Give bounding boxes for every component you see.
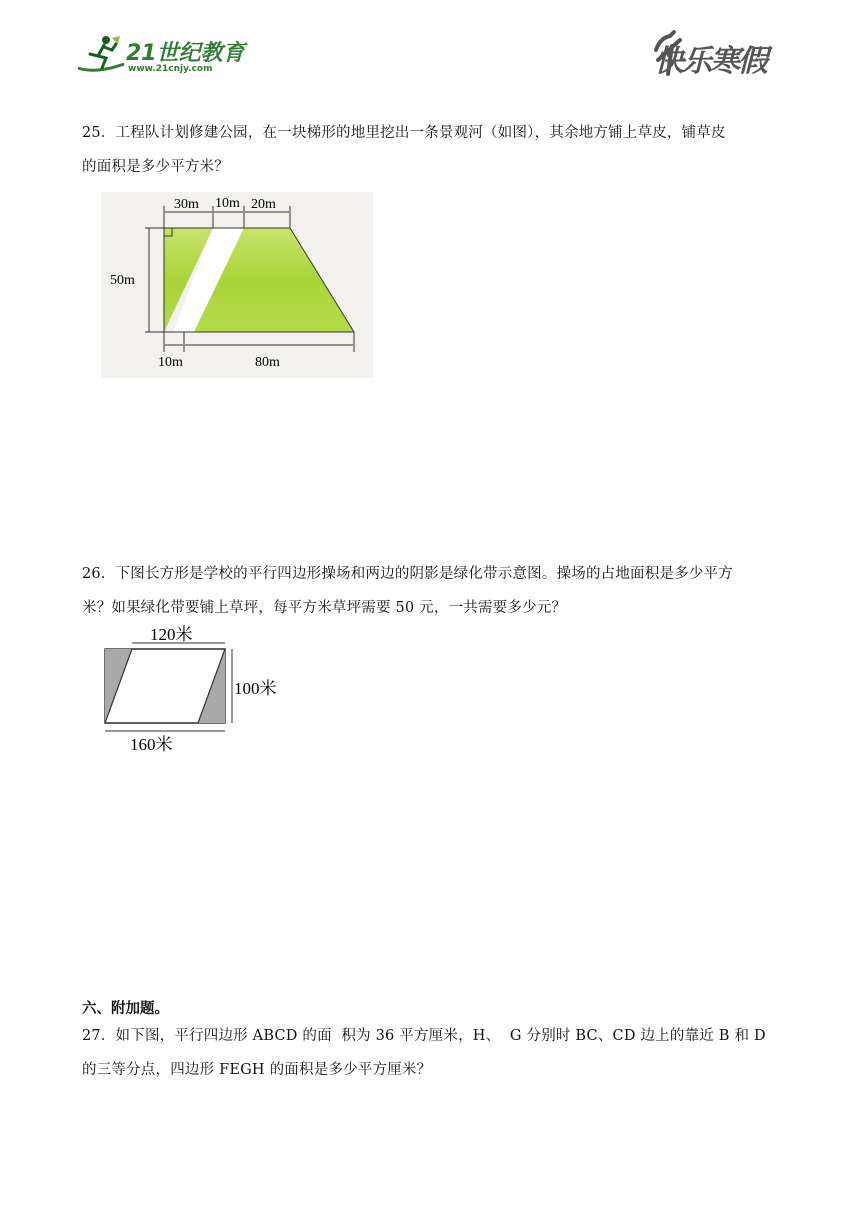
right-logo	[650, 30, 790, 79]
logo-21cnjy	[76, 34, 246, 80]
label-bottom-left: 10m	[158, 355, 183, 370]
label-top-mid: 10m	[215, 196, 240, 211]
q26-rectangle-figure	[100, 623, 300, 757]
label-bottom: 160米	[130, 735, 173, 754]
right-logo-text: 快乐寒假	[654, 44, 766, 79]
label-bottom-right: 80m	[255, 355, 280, 370]
runner-icon	[76, 34, 128, 78]
logo-url-text: www.21cnjy.com	[128, 64, 213, 74]
logo-main-text: 21世纪教育	[126, 41, 245, 66]
label-top: 120米	[150, 625, 193, 644]
q27-line2: 的三等分点，四边形 FEGH 的面积是多少平方厘米？	[82, 1062, 432, 1078]
label-right: 100米	[234, 679, 277, 698]
q25-line1: 25．工程队计划修建公园，在一块梯形的地里挖出一条景观河（如图），其余地方铺上草皮，铺草皮	[82, 125, 726, 141]
label-top-left: 30m	[174, 197, 199, 212]
q26-line2: 米？如果绿化带要铺上草坪，每平方米草坪需要 50 元，一共需要多少元？	[82, 600, 567, 616]
q25-line2: 的面积是多少平方米？	[82, 159, 229, 175]
q25-trapezoid-figure	[101, 192, 373, 378]
label-top-right: 20m	[251, 197, 276, 212]
section-6-title: 六、附加题。	[82, 1001, 169, 1017]
q26-line1: 26．下图长方形是学校的平行四边形操场和两边的阴影是绿化带示意图。操场的占地面积是多少平方	[82, 566, 733, 582]
q27-line1: 27．如下图，平行四边形 ABCD 的面 积为 36 平方厘米，H、 G 分别时 BC、CD 边上的靠近 B 和 D	[82, 1028, 766, 1044]
label-height: 50m	[110, 273, 135, 288]
